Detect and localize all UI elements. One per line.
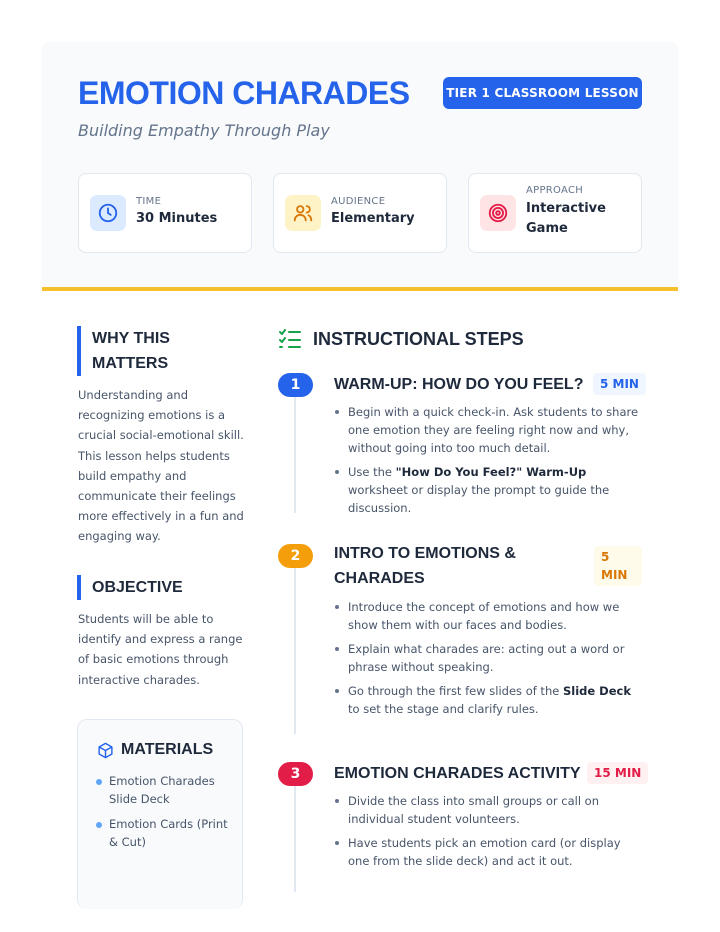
step-title-3: EMOTION CHARADES ACTIVITY [334,765,581,782]
step-1-bullet-1: Begin with a quick check-in. Ask students to share one emotion they are feeling right now and why, without going into too much detail. [348,403,644,457]
material-item: Emotion Cards (Print & Cut) [109,817,228,849]
page-subtitle: Building Empathy Through Play [78,121,330,140]
info-value-time: 30 Minutes [136,211,218,226]
info-card-audience [273,173,447,253]
why-text: Understanding and recognizing emotions is a crucial social-emotional skill. This lesson helps students build empathy and communicate their feelings more effectively in a fun and engaging way. [78,388,244,544]
info-card-approach [468,173,642,253]
bullet-dot [96,822,102,828]
lesson-header [42,42,678,291]
page-title: EMOTION CHARADES [78,75,410,111]
steps-heading: INSTRUCTIONAL STEPS [313,329,524,349]
step-title-1: WARM-UP: HOW DO YOU FEEL? [334,376,584,393]
material-item: Emotion Charades Slide Deck [109,774,215,806]
info-value-audience: Elementary [331,211,415,226]
users-icon [285,195,321,231]
tier-badge: TIER 1 CLASSROOM LESSON [443,77,642,109]
checklist-icon [279,329,301,349]
info-label-approach: APPROACH [526,185,584,196]
step-1-bullet-2: Use the "How Do You Feel?" Warm-Up worksheet or display the prompt to guide the discussion. [348,463,644,517]
info-label-audience: AUDIENCE [331,196,386,207]
timeline-line [294,786,296,892]
bullet-dot [96,779,102,785]
step-title-2: INTRO TO EMOTIONS & CHARADES [334,545,516,587]
timeline-line [294,568,296,734]
info-label-time: TIME [136,196,162,207]
step-2-bullet-3: Go through the first few slides of the Slide Deck to set the stage and clarify rules. [348,682,644,718]
step-number-3: 3 [278,762,313,786]
info-card-time [78,173,252,253]
step-number-2: 2 [278,544,313,568]
materials-box [77,719,243,909]
target-icon [480,195,516,231]
objective-heading: OBJECTIVE [77,575,227,600]
duration-badge-3: 15 MIN [587,762,648,784]
why-heading: WHY THIS MATTERS [77,326,202,376]
step-3-bullet-2: Have students pick an emotion card (or display one from the slide deck) and act it out. [348,834,644,870]
step-number-1: 1 [278,373,313,397]
duration-badge-1: 5 MIN [593,373,646,395]
objective-text: Students will be able to identify and express a range of basic emotions through interactive charades. [78,612,243,687]
step-3-bullet-1: Divide the class into small groups or call on individual student volunteers. [348,792,644,828]
box-icon [97,742,114,759]
info-value-approach: Interactive Game [526,201,606,236]
materials-heading: MATERIALS [121,741,214,758]
step-2-bullet-2: Explain what charades are: acting out a word or phrase without speaking. [348,640,644,676]
clock-icon [90,195,126,231]
step-2-bullet-1: Introduce the concept of emotions and how we show them with our faces and bodies. [348,598,644,634]
duration-badge-2: 5 MIN [594,546,642,586]
timeline-line [294,396,296,513]
